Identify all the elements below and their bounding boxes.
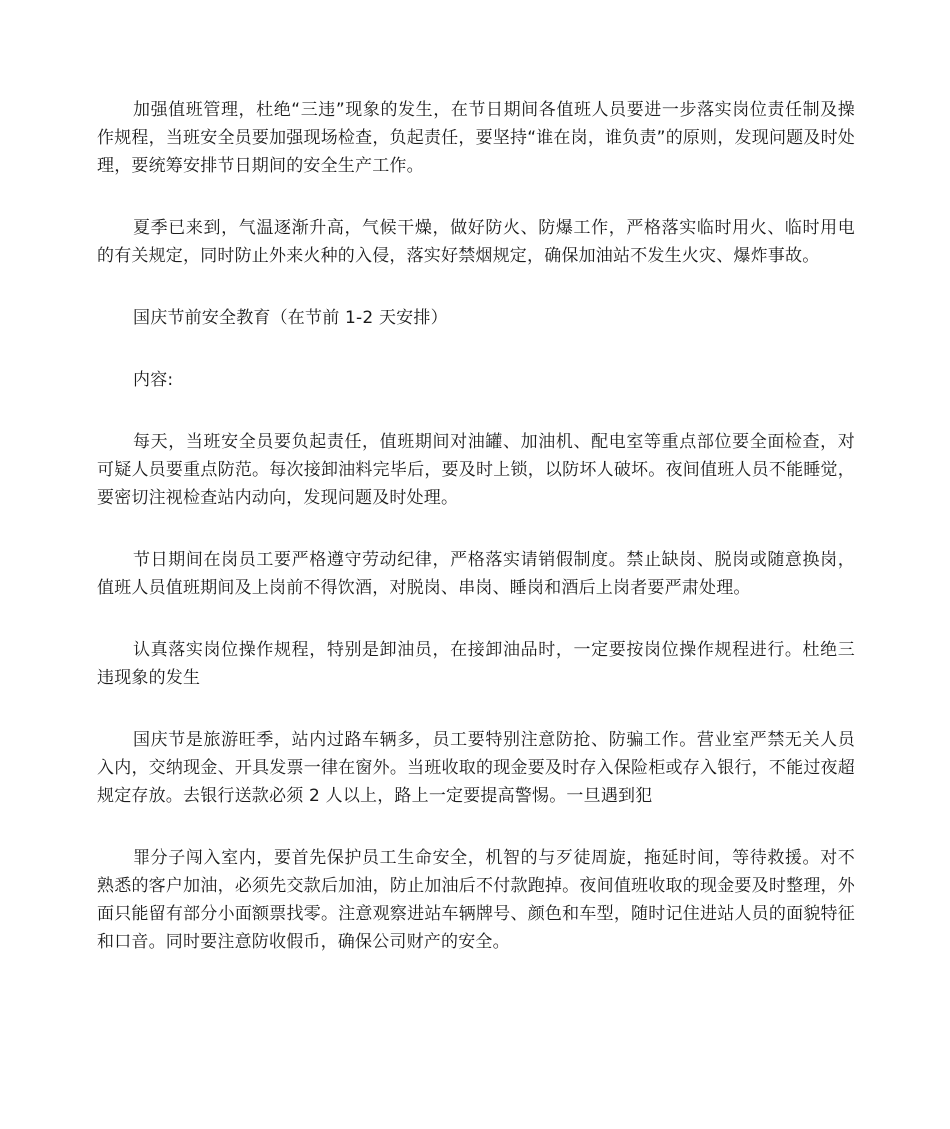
paragraph-duty-management: 加强值班管理，杜绝“三违”现象的发生，在节日期间各值班人员要进一步落实岗位责任制及操作规程，当班安全员要加强现场检查，负起责任，要坚持“谁在岗，谁负责”的原则，发现问题及时处理，要统筹安排节日期间的安全生产工作。 xyxy=(97,100,855,176)
paragraph-section-heading: 国庆节前安全教育（在节前 1-2 天安排） xyxy=(133,308,448,328)
paragraph-fire-prevention: 夏季已来到，气温逐渐升高，气候干燥，做好防火、防爆工作，严格落实临时用火、临时用电的有关规定，同时防止外来火种的入侵，落实好禁烟规定，确保加油站不发生火灾、爆炸事故。 xyxy=(97,218,855,266)
paragraph-anti-robbery: 国庆节是旅游旺季，站内过路车辆多，员工要特别注意防抢、防骗工作。营业室严禁无关人员入内，交纳现金、开具发票一律在窗外。当班收取的现金要及时存入保险柜或存入银行，不能过夜超规定存放。去银行送款必须 2 人以上，路上一定要提高警惕。一旦遇到犯 xyxy=(97,730,855,806)
paragraph-labor-discipline: 节日期间在岗员工要严格遵守劳动纪律，严格落实请销假制度。禁止缺岗、脱岗或随意换岗，值班人员值班期间及上岗前不得饮酒，对脱岗、串岗、睡岗和酒后上岗者要严肃处理。 xyxy=(97,550,855,598)
paragraph-content-label: 内容: xyxy=(133,370,174,390)
paragraph-operating-rules: 认真落实岗位操作规程，特别是卸油员，在接卸油品时，一定要按岗位操作规程进行。杜绝三违现象的发生 xyxy=(97,640,855,688)
paragraph-daily-safety: 每天，当班安全员要负起责任，值班期间对油罐、加油机、配电室等重点部位要全面检查，对可疑人员要重点防范。每次接卸油料完毕后，要及时上锁，以防坏人破坏。夜间值班人员不能睡觉，要密切注视检查站内动向，发现问题及时处理。 xyxy=(97,432,855,508)
document-page xyxy=(97,96,855,990)
paragraph-emergency-response: 罪分子闯入室内，要首先保护员工生命安全，机智的与歹徒周旋，拖延时间，等待救援。对不熟悉的客户加油，必须先交款后加油，防止加油后不付款跑掉。夜间值班收取的现金要及时整理，外面只能留有部分小面额票找零。注意观察进站车辆牌号、颜色和车型，随时记住进站人员的面貌特征和口音。同时要注意防收假币，确保公司财产的安全。 xyxy=(97,848,855,952)
